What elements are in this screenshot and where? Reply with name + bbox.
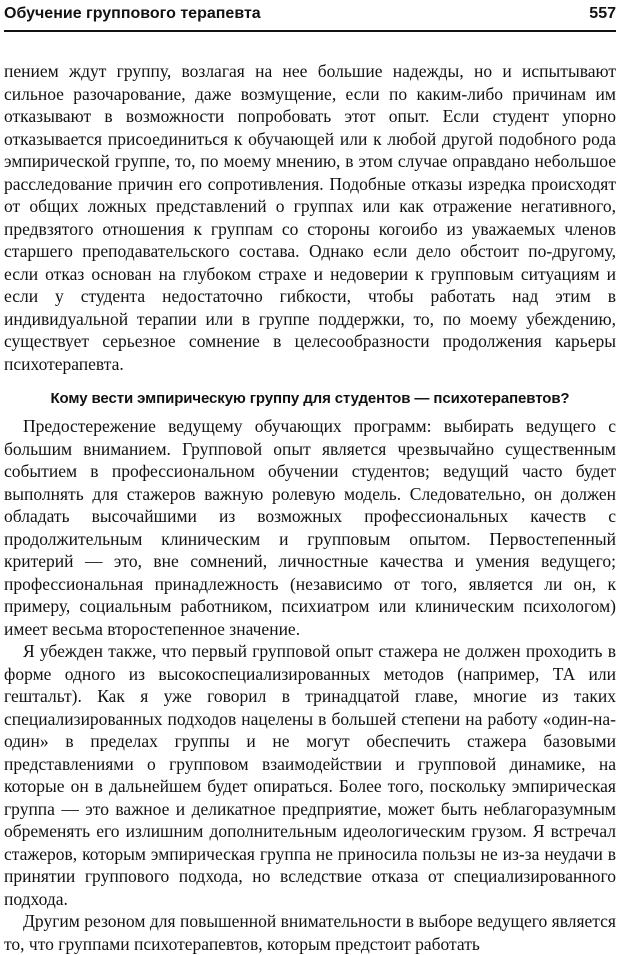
running-header [4, 4, 616, 32]
paragraph: Я убежден также, что первый групповой опыт стажера не должен проходить в форме одного из высокоспециализированных методов (например, ТА или гештальт). Как я уже говорил в тринадцатой главе, многие из таких специализированных подходов нацелены в большей степени на работу «один-на-один» в пределах группы и не могут обеспечить стажера базовыми представлениями о групповом взаимодействии и групповой динамике, на которые он в дальнейшем будет опираться. Более того, поскольку эмпирическая группа — это важное и деликатное предприятие, может быть неблагоразумным обременять его излишним дополнительным идеологическим грузом. Я встречал стажеров, которым эмпирическая группа не приносила пользы не из-за неудачи в принятии группового подхода, но вследствие отказа от специализированного подхода. [4, 641, 616, 909]
page-number: 557 [589, 5, 616, 22]
running-title: Обучение группового терапевта [4, 5, 261, 22]
paragraph: Предостережение ведущему обучающих программ: выбирать ведущего с большим вниманием. Групповой опыт является чрезвычайно существенным событием в профессиональном обучении студентов; ведущий часто будет выполнять для стажеров важную ролевую модель. Следовательно, он должен обладать высочайшими из возможных профессиональных качеств с продолжительным клиническим и групповым опытом. Первостепенный критерий — это, вне сомнений, личностные качества и умения ведущего; профессиональная принадлежность (независимо от того, является ли он, к примеру, социальным работником, психиатром или клиническим психологом) имеет весьма второстепенное значение. [4, 416, 616, 639]
paragraph: пением ждут группу, возлагая на нее большие надежды, но и испытывают сильное разочарование, даже возмущение, если по каким-либо причинам им отказывают в возможности попробовать этот опыт. Если студент упорно отказывается присоединиться к обучающей или к любой другой подобного рода эмпирической группе, то, по моему мнению, в этом случае оправдано небольшое расследование причин его сопротивления. Подобные отказы изредка происходят от общих ложных представлений о группах или как отражение негативного, предвзятого отношения к группам со стороны когоибо из уважаемых членов старшего преподавательского состава. Однако если дело обстоит по-другому, если отказ основан на глубоком страхе и недоверии к групповым ситуациям и если у студента недостаточно гибкости, чтобы работать над этим в индивидуальной терапии или в группе поддержки, то, по моему убеждению, существует серьезное сомнение в целесообразности продолжения карьеры психотерапевта. [4, 61, 616, 374]
paragraph: Другим резоном для повышенной внимательности в выборе ведущего является то, что группами психотерапевтов, которым предстоит работать [4, 911, 616, 954]
main-text [4, 60, 616, 955]
section-heading: Кому вести эмпирическую группу для студентов — психотерапевтов? [50, 390, 570, 407]
